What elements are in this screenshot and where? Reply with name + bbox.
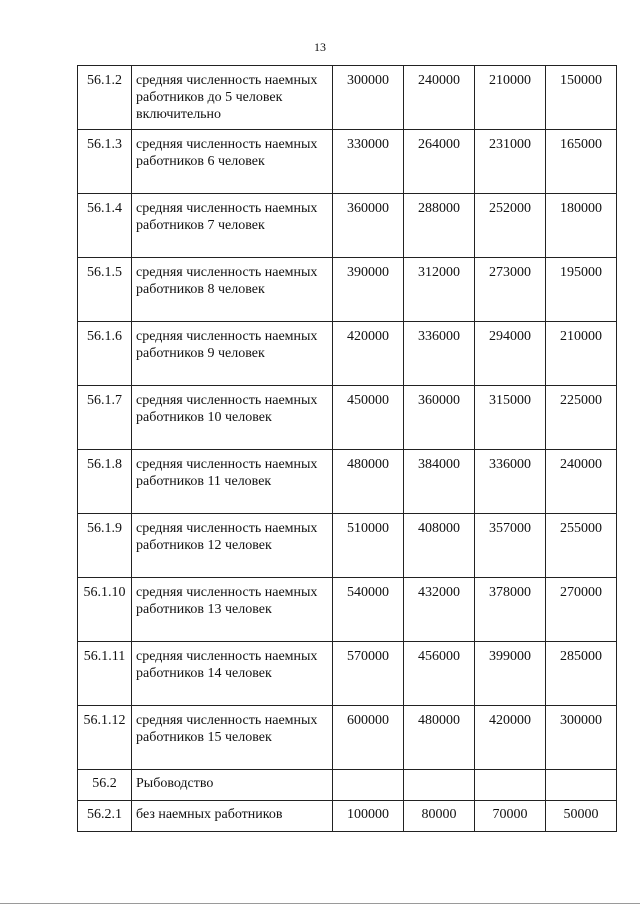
row-code: 56.1.3 [78,130,132,194]
table-row [78,194,617,258]
row-code: 56.2 [78,770,132,801]
value-cell: 180000 [546,194,617,258]
value-cell: 336000 [404,322,475,386]
table-row [78,514,617,578]
value-cell: 240000 [404,66,475,130]
value-cell: 360000 [404,386,475,450]
row-code: 56.1.8 [78,450,132,514]
table-row [78,642,617,706]
table-row [78,770,617,801]
value-cell: 600000 [333,706,404,770]
value-cell: 540000 [333,578,404,642]
value-cell: 432000 [404,578,475,642]
value-cell: 270000 [546,578,617,642]
value-cell: 336000 [475,450,546,514]
row-code: 56.1.12 [78,706,132,770]
value-cell: 80000 [404,801,475,832]
row-code: 56.1.4 [78,194,132,258]
row-code: 56.1.2 [78,66,132,130]
value-cell: 378000 [475,578,546,642]
row-description: без наемных работников [132,801,333,832]
row-code: 56.1.5 [78,258,132,322]
value-cell: 384000 [404,450,475,514]
table-row [78,322,617,386]
row-description: средняя численность наемных работников 6 человек [132,130,333,194]
value-cell: 273000 [475,258,546,322]
value-cell: 480000 [333,450,404,514]
value-cell: 294000 [475,322,546,386]
rates-table [77,65,617,832]
value-cell: 408000 [404,514,475,578]
row-description: средняя численность наемных работников 7 человек [132,194,333,258]
table-row [78,706,617,770]
value-cell: 210000 [475,66,546,130]
value-cell: 285000 [546,642,617,706]
value-cell: 231000 [475,130,546,194]
table-row [78,450,617,514]
row-code: 56.1.6 [78,322,132,386]
page-number: 13 [314,40,326,54]
value-cell: 50000 [546,801,617,832]
value-cell: 480000 [404,706,475,770]
value-cell: 210000 [546,322,617,386]
row-code: 56.1.11 [78,642,132,706]
value-cell: 100000 [333,801,404,832]
row-description: средняя численность наемных работников 13 человек [132,578,333,642]
value-cell: 420000 [475,706,546,770]
value-cell: 450000 [333,386,404,450]
value-cell [475,770,546,801]
table-row [78,578,617,642]
table-row [78,801,617,832]
value-cell: 312000 [404,258,475,322]
row-code: 56.1.9 [78,514,132,578]
row-description: средняя численность наемных работников 12 человек [132,514,333,578]
value-cell: 288000 [404,194,475,258]
value-cell: 420000 [333,322,404,386]
value-cell [546,770,617,801]
row-code: 56.1.10 [78,578,132,642]
row-description: средняя численность наемных работников 8 человек [132,258,333,322]
value-cell: 70000 [475,801,546,832]
value-cell: 240000 [546,450,617,514]
value-cell: 330000 [333,130,404,194]
page-bottom-edge [0,903,640,904]
table-row [78,66,617,130]
value-cell: 264000 [404,130,475,194]
value-cell: 390000 [333,258,404,322]
value-cell: 360000 [333,194,404,258]
table-row [78,386,617,450]
value-cell: 300000 [333,66,404,130]
value-cell: 252000 [475,194,546,258]
row-description: средняя численность наемных работников 11 человек [132,450,333,514]
value-cell: 195000 [546,258,617,322]
row-code: 56.2.1 [78,801,132,832]
value-cell: 165000 [546,130,617,194]
row-description: средняя численность наемных работников 10 человек [132,386,333,450]
row-description: средняя численность наемных работников до 5 человек включительно [132,66,333,130]
value-cell: 150000 [546,66,617,130]
value-cell: 570000 [333,642,404,706]
value-cell: 510000 [333,514,404,578]
value-cell: 357000 [475,514,546,578]
value-cell: 255000 [546,514,617,578]
row-description: средняя численность наемных работников 14 человек [132,642,333,706]
row-description: средняя численность наемных работников 9 человек [132,322,333,386]
value-cell: 300000 [546,706,617,770]
value-cell: 315000 [475,386,546,450]
row-code: 56.1.7 [78,386,132,450]
table-row [78,130,617,194]
value-cell: 225000 [546,386,617,450]
table-row [78,258,617,322]
value-cell: 456000 [404,642,475,706]
value-cell [404,770,475,801]
row-description: Рыбоводство [132,770,333,801]
value-cell: 399000 [475,642,546,706]
value-cell [333,770,404,801]
row-description: средняя численность наемных работников 15 человек [132,706,333,770]
